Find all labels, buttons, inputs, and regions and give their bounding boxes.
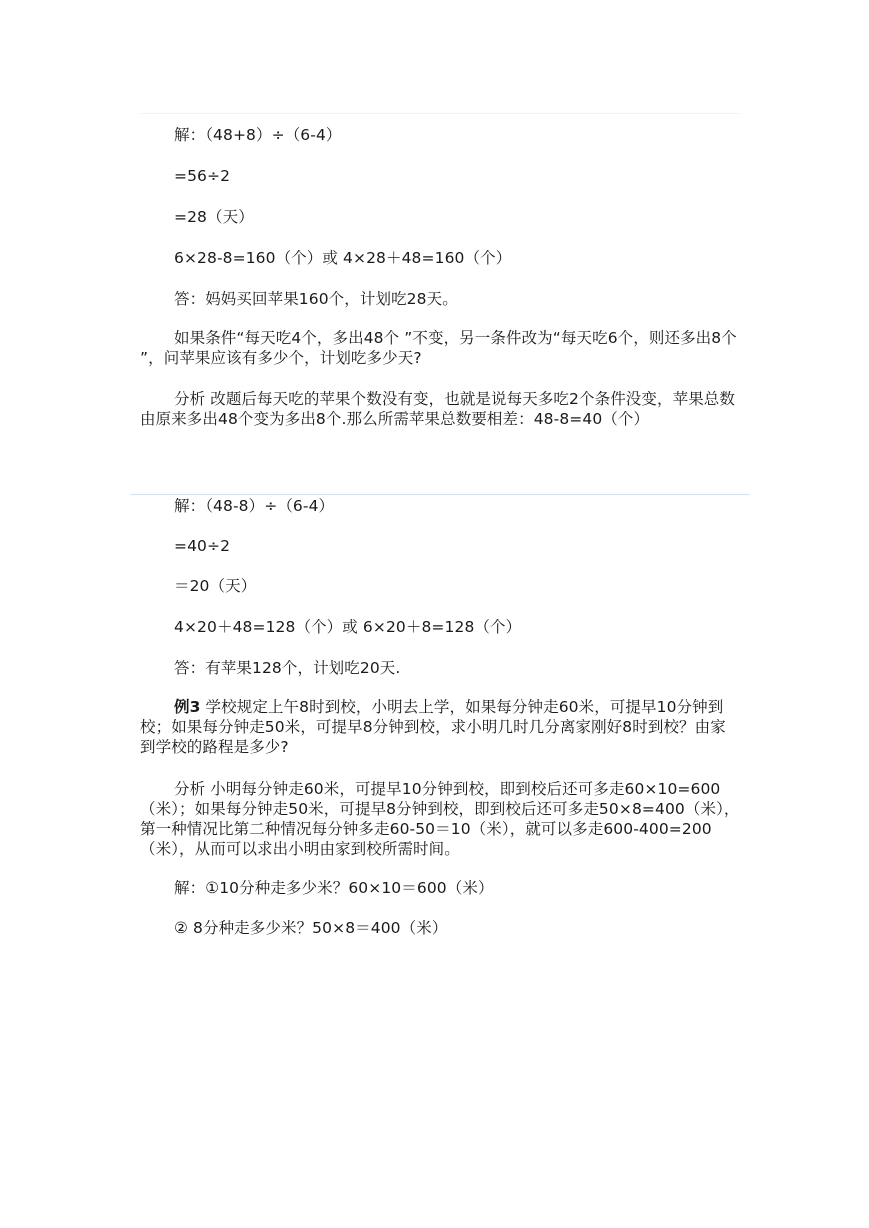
divider-middle: [130, 494, 750, 495]
solution2-step1: 解：（48-8）÷（6-4）: [174, 497, 335, 515]
divider-top: [140, 113, 740, 114]
solution2-step3: ＝20（天）: [174, 577, 257, 595]
solution2-step2: =40÷2: [174, 537, 231, 555]
analysis1-paragraph: [140, 389, 740, 429]
solution1-step3: =28（天）: [174, 208, 254, 226]
example3-text: 学校规定上午8时到校，小明去上学，如果每分钟走60米，可提早10分钟到校；如果每分钟走50米，可提早8分钟到校，求小明几时几分离家刚好8时到校？由家到学校的路程是多少?: [140, 698, 726, 756]
example3-paragraph: [140, 697, 740, 757]
example3-solution-step2: ② 8分种走多少米？50×8＝400（米）: [174, 919, 448, 937]
modified-question-paragraph: 如果条件“每天吃4个，多出48个 ”不变，另一条件改为“每天吃6个，则还多出8个 ”，问苹果应该有多少个，计划吃多少天?: [140, 329, 737, 367]
analysis2-label: 分析: [174, 780, 206, 798]
analysis2-text: 小明每分钟走60米，可提早10分钟到校，即到校后还可多走60×10=600（米）；如果每分钟走50米，可提早8分钟到校，即到校后还可多走50×8=400（米），第一种情况比第二种情况每分钟多走60-50＝10（米），就可以多走600-400=200（米），从而可以求出小明由家到校所需时间。: [140, 780, 740, 858]
solution2-answer: 答：有苹果128个，计划吃20天.: [174, 659, 401, 677]
analysis1-label: 分析: [174, 390, 206, 408]
solution1-answer: 答：妈妈买回苹果160个，计划吃28天。: [174, 290, 458, 308]
solution1-step1: 解：（48+8）÷（6-4）: [174, 126, 342, 144]
example3-label: 例3: [174, 698, 201, 716]
analysis1-text: 改题后每天吃的苹果个数没有变，也就是说每天多吃2个条件没变，苹果总数由原来多出48个变为多出8个.那么所需苹果总数要相差：48-8=40（个）: [140, 390, 735, 428]
analysis2-paragraph: [140, 779, 740, 859]
solution2-step4: 4×20＋48=128（个）或 6×20＋8=128（个）: [174, 618, 522, 636]
example3-solution-step1: 解：①10分种走多少米？60×10＝600（米）: [174, 879, 494, 897]
solution1-step4: 6×28-8=160（个）或 4×28＋48=160（个）: [174, 249, 512, 267]
solution1-step2: =56÷2: [174, 167, 231, 185]
